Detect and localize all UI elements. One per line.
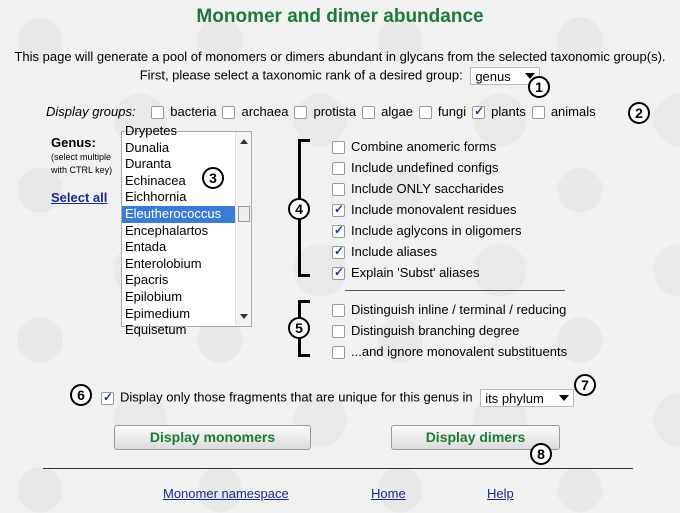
group-fungi[interactable] xyxy=(419,104,466,119)
genus-label: Genus: xyxy=(51,135,96,150)
group-label: bacteria xyxy=(170,104,217,119)
callout-7: 7 xyxy=(574,374,596,396)
option-row[interactable] xyxy=(332,181,504,196)
footer-divider xyxy=(43,468,633,469)
genus-option[interactable]: Epimedium xyxy=(125,305,191,321)
option-label: Include aliases xyxy=(351,244,437,259)
option-checkbox[interactable] xyxy=(332,304,345,317)
option-label: Include monovalent residues xyxy=(351,202,517,217)
scroll-down-icon[interactable] xyxy=(240,314,248,319)
group-animals[interactable] xyxy=(532,104,596,119)
group-algae[interactable] xyxy=(362,104,413,119)
group-checkbox[interactable] xyxy=(362,106,375,119)
group-checkbox[interactable] xyxy=(419,106,432,119)
option-row[interactable] xyxy=(332,323,519,338)
option-label: Distinguish inline / terminal / reducing xyxy=(351,302,567,317)
option-label: Distinguish branching degree xyxy=(351,323,520,338)
genus-option[interactable]: Eichhornia xyxy=(125,189,187,205)
group-checkbox[interactable] xyxy=(532,106,545,119)
genus-option[interactable]: Dunalia xyxy=(125,139,170,155)
group-label: animals xyxy=(550,104,596,119)
option-label: Combine anomeric forms xyxy=(351,139,497,154)
option-row[interactable] xyxy=(332,202,517,217)
group-checkbox[interactable] xyxy=(294,106,307,119)
option-label: Include ONLY saccharides xyxy=(351,181,504,196)
rank-row xyxy=(0,67,680,85)
option-row[interactable] xyxy=(332,139,496,154)
rank-prompt: First, please select a taxonomic rank of a desired group: xyxy=(139,67,463,83)
group-label: plants xyxy=(491,104,526,119)
option-row[interactable] xyxy=(332,160,498,175)
option-label: Include undefined configs xyxy=(351,160,499,175)
scroll-up-icon[interactable] xyxy=(240,139,248,144)
unique-checkbox[interactable] xyxy=(101,392,114,405)
scope-select-value: its phylum xyxy=(485,391,544,406)
option-checkbox[interactable] xyxy=(332,246,345,259)
select-all-link[interactable]: Select all xyxy=(51,190,108,205)
genus-hint: (select multiple with CTRL key) xyxy=(51,152,113,175)
genus-option[interactable]: Duranta xyxy=(125,156,172,172)
genus-option[interactable]: Epacris xyxy=(125,272,169,288)
group-label: protista xyxy=(313,104,357,119)
callout-3: 3 xyxy=(202,167,224,189)
option-checkbox[interactable] xyxy=(332,204,345,217)
rank-select-value: genus xyxy=(475,69,511,84)
display-dimers-button[interactable]: Display dimers xyxy=(391,425,560,450)
genus-listbox[interactable] xyxy=(121,123,252,338)
help-link[interactable]: Help xyxy=(487,486,514,501)
display-groups xyxy=(46,104,596,119)
genus-option[interactable]: Echinacea xyxy=(125,172,186,188)
genus-list xyxy=(122,123,251,339)
option-label: Include aglycons in oligomers xyxy=(351,223,522,238)
option-row[interactable] xyxy=(332,344,567,359)
option-checkbox[interactable] xyxy=(332,267,345,280)
genus-option[interactable]: Enterolobium xyxy=(125,255,202,271)
callout-4: 4 xyxy=(288,198,310,220)
display-monomers-button[interactable]: Display monomers xyxy=(114,425,311,450)
callout-1: 1 xyxy=(528,76,550,98)
callout-8: 8 xyxy=(530,443,552,465)
genus-option[interactable]: Encephalartos xyxy=(125,222,209,238)
display-groups-label: Display groups: xyxy=(46,104,136,119)
page-title: Monomer and dimer abundance xyxy=(196,6,484,27)
option-label: Explain 'Subst' aliases xyxy=(351,265,480,280)
genus-option[interactable]: Entada xyxy=(125,239,167,255)
unique-row xyxy=(101,389,574,407)
options-divider xyxy=(345,290,565,291)
option-checkbox[interactable] xyxy=(332,162,345,175)
option-checkbox[interactable] xyxy=(332,183,345,196)
group-protista[interactable] xyxy=(294,104,356,119)
group-checkbox[interactable] xyxy=(472,106,485,119)
option-row[interactable] xyxy=(332,265,480,280)
option-row[interactable] xyxy=(332,244,437,259)
option-label: ...and ignore monovalent substituents xyxy=(351,344,568,359)
home-link[interactable]: Home xyxy=(371,486,406,501)
callout-6: 6 xyxy=(70,384,92,406)
group-checkbox[interactable] xyxy=(151,106,164,119)
scroll-thumb[interactable] xyxy=(238,206,250,222)
option-checkbox[interactable] xyxy=(332,225,345,238)
group-label: fungi xyxy=(437,104,467,119)
genus-option[interactable]: Equisetum xyxy=(125,322,187,338)
callout-2: 2 xyxy=(628,102,650,124)
unique-label: Display only those fragments that are unique for this genus in xyxy=(120,389,473,405)
option-row[interactable] xyxy=(332,302,566,317)
group-bacteria[interactable] xyxy=(151,104,216,119)
option-checkbox[interactable] xyxy=(332,141,345,154)
option-checkbox[interactable] xyxy=(332,346,345,359)
option-row[interactable] xyxy=(332,223,522,238)
group-checkbox[interactable] xyxy=(222,106,235,119)
intro-text: This page will generate a pool of monomers or dimers abundant in glycans from the selected taxonomic group(s). xyxy=(14,49,666,64)
genus-option[interactable]: Eleutherococcus xyxy=(122,206,251,223)
group-label: archaea xyxy=(241,104,289,119)
scope-select[interactable] xyxy=(480,389,574,407)
monomer-namespace-link[interactable]: Monomer namespace xyxy=(163,486,289,501)
genus-option[interactable]: Drypetes xyxy=(125,123,178,138)
listbox-scrollbar[interactable] xyxy=(235,132,251,326)
group-plants[interactable] xyxy=(472,104,526,119)
option-checkbox[interactable] xyxy=(332,325,345,338)
callout-5: 5 xyxy=(288,317,310,339)
chevron-down-icon xyxy=(559,395,569,401)
group-archaea[interactable] xyxy=(222,104,288,119)
group-label: algae xyxy=(381,104,413,119)
genus-option[interactable]: Epilobium xyxy=(125,288,183,304)
